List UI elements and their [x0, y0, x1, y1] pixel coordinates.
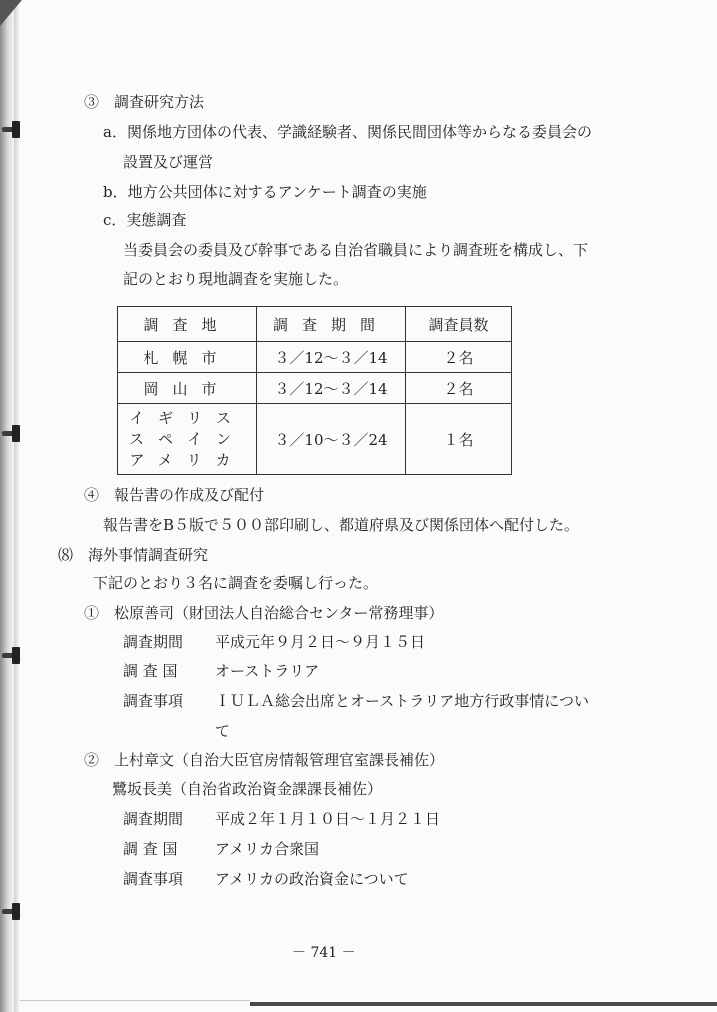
paragraph: 報告書をB５版で５００部印刷し、都道府県及び関係団体へ配付した。	[103, 516, 580, 534]
field-label: 調査事項	[123, 692, 184, 710]
field-value: アメリカの政治資金について	[215, 870, 409, 888]
binder-clip-mark	[0, 644, 22, 666]
field-label: 調査期間	[123, 633, 184, 651]
table-row	[118, 404, 512, 475]
person-heading: ① 松原善司（財団法人自治総合センター常務理事）	[84, 604, 444, 622]
page-number: － 741 －	[292, 945, 356, 961]
table-header: 調査員数	[406, 307, 512, 342]
field-label: 調 査 国	[123, 840, 178, 858]
binder-clip-mark	[0, 900, 22, 922]
field-value-cont: て	[215, 722, 231, 740]
survey-table	[117, 306, 512, 475]
binding-edge	[0, 0, 14, 1012]
table-cell: ２名	[406, 342, 512, 373]
page-edge	[20, 1000, 250, 1001]
table-cell: ２名	[406, 373, 512, 404]
field-label: 調査期間	[123, 810, 184, 828]
person-heading-cont: 鷺坂長美（自治省政治資金課課長補佐）	[112, 780, 383, 798]
table-cell	[118, 404, 257, 475]
field-label: 調 査 国	[123, 662, 178, 680]
list-item-a-cont: 設置及び運営	[123, 153, 214, 171]
section-heading: ③ 調査研究方法	[84, 93, 205, 111]
place-line: スペイン	[128, 429, 245, 448]
table-cell: 札幌市	[118, 342, 257, 373]
corner-mark	[0, 0, 22, 26]
field-value: ＩＵＬＡ総会出席とオーストラリア地方行政事情につい	[215, 692, 589, 710]
paragraph-cont: 記のとおり現地調査を実施した。	[123, 270, 349, 288]
page-bottom-rule	[250, 1002, 717, 1006]
binder-clip-mark	[0, 422, 22, 444]
binding-shadow	[14, 0, 20, 1012]
table-cell: ３／12～３／14	[257, 342, 406, 373]
binder-clip-mark	[0, 118, 22, 140]
place-line: アメリカ	[129, 450, 245, 469]
field-value: 平成元年９月２日～９月１５日	[215, 633, 426, 651]
table-header: 調査地	[118, 307, 257, 342]
field-label: 調査事項	[123, 870, 184, 888]
list-item-c: c．実態調査	[103, 211, 187, 229]
table-cell: 岡山市	[118, 373, 257, 404]
field-value: アメリカ合衆国	[215, 840, 319, 858]
table-row	[118, 373, 512, 404]
person-heading: ② 上村章文（自治大臣官房情報管理官室課長補佐）	[84, 751, 445, 769]
table-cell: １名	[406, 404, 512, 475]
section-heading: ⑻ 海外事情調査研究	[58, 546, 209, 564]
table-cell: ３／12～３／14	[257, 373, 406, 404]
list-item-a: a．関係地方団体の代表、学識経験者、関係民間団体等からなる委員会の	[103, 123, 592, 141]
paragraph: 当委員会の委員及び幹事である自治省職員により調査班を構成し、下	[123, 241, 589, 259]
field-value: オーストラリア	[215, 662, 320, 680]
table-cell: ３／10～３／24	[257, 404, 406, 475]
list-item-b: b．地方公共団体に対するアンケート調査の実施	[103, 183, 427, 201]
table-header: 調査期間	[257, 307, 406, 342]
field-value: 平成２年１月１０日～１月２１日	[215, 810, 441, 828]
table-header-row	[118, 307, 512, 342]
paragraph: 下記のとおり３名に調査を委嘱し行った。	[93, 574, 379, 592]
place-line: イギリス	[129, 408, 245, 427]
section-heading: ④ 報告書の作成及び配付	[84, 486, 265, 504]
table-row	[118, 342, 512, 373]
